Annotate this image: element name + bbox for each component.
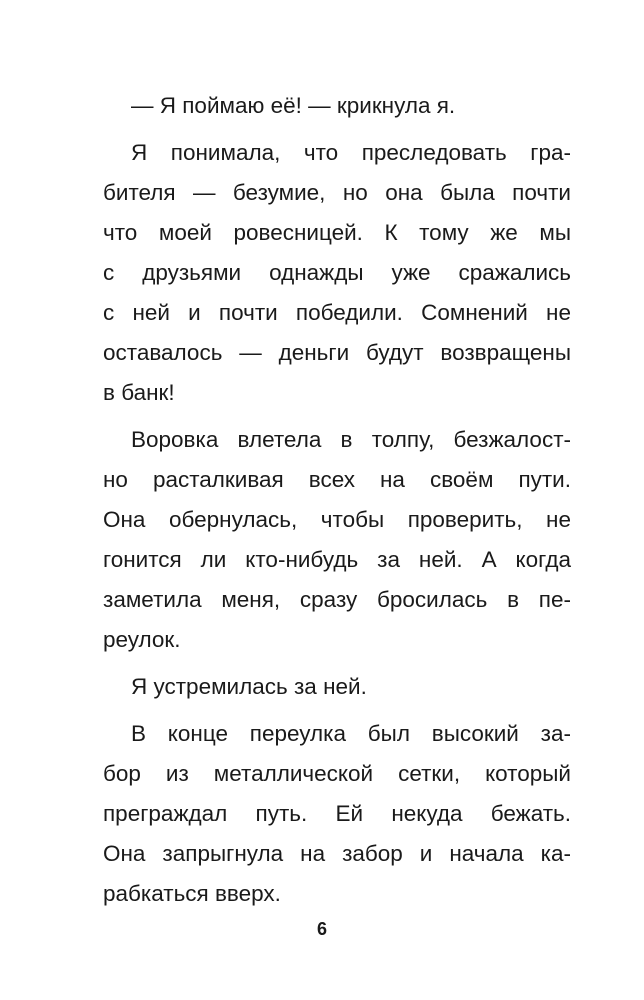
paragraph-3	[103, 420, 571, 660]
text-line: что моей ровесницей. К тому же мы	[103, 220, 571, 245]
text-line: с ней и почти победили. Сомнений не	[103, 300, 571, 325]
text-line: рабкаться вверх.	[103, 881, 281, 906]
text-line: Я понимала, что преследовать гра-	[131, 140, 571, 165]
text-line: бор из металлической сетки, который	[103, 761, 571, 786]
text-line: преграждал путь. Ей некуда бежать.	[103, 801, 571, 826]
paragraph-2	[103, 133, 571, 413]
text-line: Я устремилась за ней.	[131, 674, 367, 699]
text-line: Она обернулась, чтобы проверить, не	[103, 507, 571, 532]
text-line: заметила меня, сразу бросилась в пе-	[103, 587, 571, 612]
text-line: — Я поймаю её! — крикнула я.	[131, 93, 456, 118]
page-number: 6	[316, 919, 327, 939]
text-line: реулок.	[103, 627, 181, 652]
paragraph-4	[103, 667, 571, 707]
text-line: оставалось — деньги будут возвращены	[103, 340, 571, 365]
text-line: В конце переулка был высокий за-	[131, 721, 571, 746]
paragraph-5	[103, 714, 571, 914]
text-line: с друзьями однажды уже сражались	[103, 260, 571, 285]
paragraph-1	[103, 86, 571, 126]
text-line: Воровка влетела в толпу, безжалост-	[131, 427, 571, 452]
text-line: в банк!	[103, 380, 175, 405]
text-line: гонится ли кто-нибудь за ней. А когда	[103, 547, 571, 572]
text-line: бителя — безумие, но она была почти	[103, 180, 571, 205]
book-page-text	[103, 86, 571, 921]
text-line: но расталкивая всех на своём пути.	[103, 467, 571, 492]
text-line: Она запрыгнула на забор и начала ка-	[103, 841, 571, 866]
